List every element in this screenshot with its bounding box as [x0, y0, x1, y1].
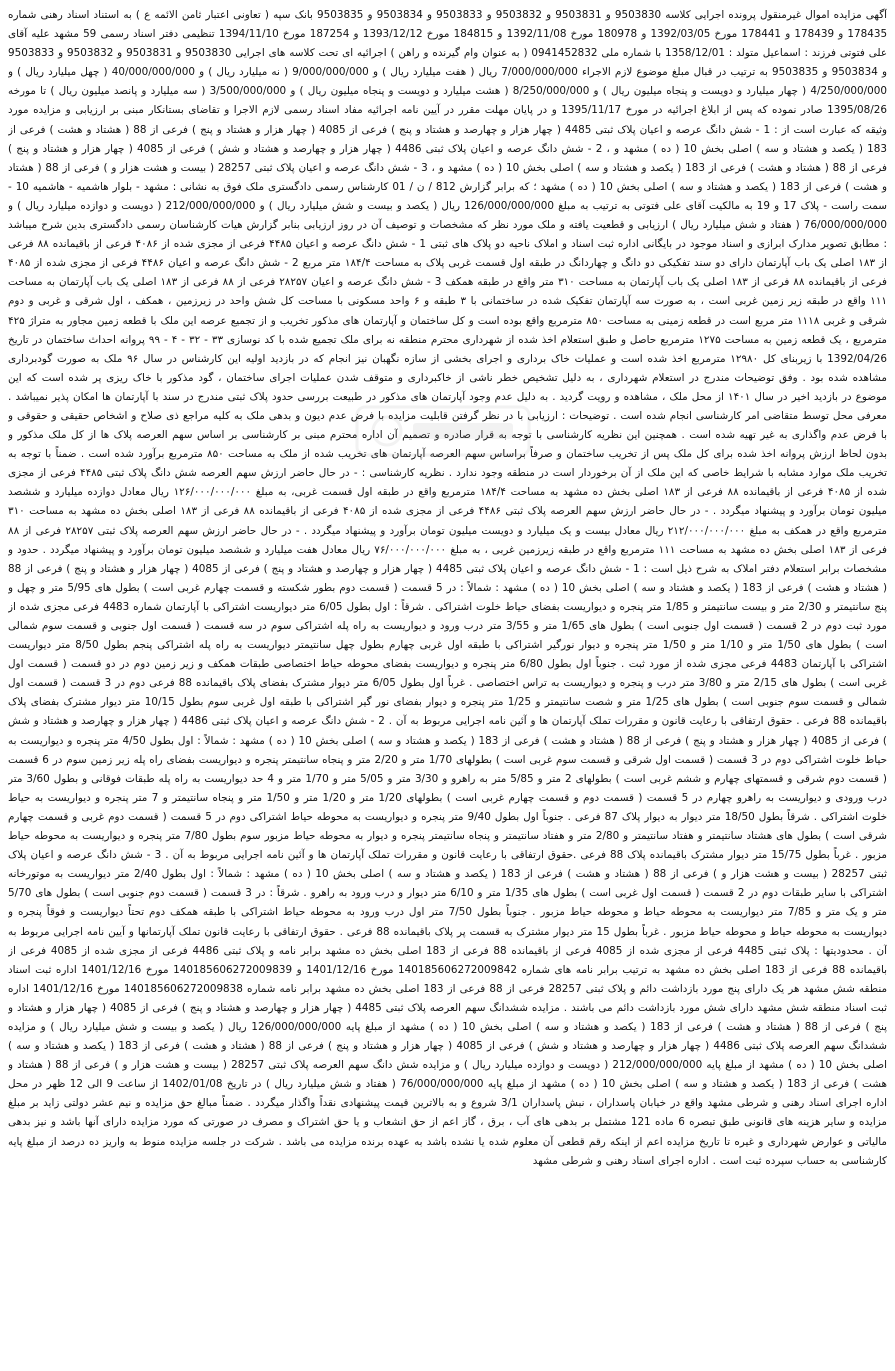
auction-notice-text: آگهی مزایده اموال غیرمنقول پرونده اجرایی کلاسه 9503830 و 9503831 و 9503832 و 9503833 و 9503834 و 9503835 بانک سپه ( تعاونی اعتبار ثامن الائمه ع ) به استناد اسناد رهنی شماره 178435 و 178439 و 178441 مورخ 1392/03/05 و 180978 مورخ 1392/11/08 و 184815 مورخ 1393/12/12 و 187254 مورخ 1394/11/10 تنظیمی دفتر اسناد رسمی 59 مشهد علیه آقای علی فتوتی فرزند : اسماعیل متولد : 1358/12/01 با شماره ملی 0941452832 ( به عنوان وام گیرنده و راهن ) اجرائیه ای تحت کلاسه های اجرایی 9503830 و 9503831 و 9503832 و 9503833 و 9503834 و 9503835 به ترتیب در قبال مبلغ موضوع لازم الاجراء 7/000/000/000 ریال ( هفت میلیارد ریال ) و 9/000/000/000 ( نه میلیارد ریال ) و 40/000/000/000 ( چهل میلیارد ریال ) و 4/250/000/000 ( چهار میلیارد و دویست و پنجاه میلیون ریال ) و 8/250/000/000 ( هشت میلیارد و دویست و پنجاه میلیون ریال ) و 3/500/000/000 ( سه میلیارد و پانصد میلیون ریال ) تا مورخه 1395/08/26 صادر نموده که پس از ابلاغ اجرائیه در مورخ 1395/11/17 و در پایان مهلت مقرر در آیین نامه اجرائیه مفاد اسناد رسمی لازم الاجرا و تقاضای بستانکار مبنی بر ارزیابی و مزایده مورد وثیقه که عبارت است از : 1 - شش دانگ عرصه و اعیان پلاک ثبتی 4485 ( چهار هزار و چهارصد و هشتاد و پنج ) فرعی از 4085 ( چهار هزار و هشتاد و پنج ) فرعی از 88 ( هشتاد و هشت ) فرعی از 183 ( یکصد و هشتاد و سه ) اصلی بخش 10 ( ده ) مشهد و ، 2 - شش دانگ عرصه و اعیان پلاک ثبتی 4486 ( چهار هزار و چهارصد و هشتاد و شش ) فرعی از 4085 ( چهار هزار و هشتاد و پنج ) فرعی از 88 ( هشتاد و هشت ) فرعی از 183 ( یکصد و هشتاد و سه ) اصلی بخش 10 ( ده ) مشهد و ، 3 - شش دانگ عرصه و اعیان پلاک ثبتی 28257 ( بیست و هشت هزار و ) فرعی از 88 ( هشتاد و هشت ) فرعی از 183 ( یکصد و هشتاد و سه ) اصلی بخش 10 ( ده ) مشهد ؛ که برابر گزارش 812 / ن / 01 کارشناس رسمی دادگستری ملک فوق به نشانی : مشهد - بلوار هاشمیه - هاشمیه 10 - سمت راست - پلاک 17 و 19 به مالکیت آقای علی فتوتی به ترتیب به مبلغ 126/000/000/000 ریال ( یکصد و بیست و شش میلیارد ریال ) و 212/000/000/000 ( دویست و دوازده میلیارد ریال ) و 76/000/000/000 ( هفتاد و شش میلیارد ریال ) ارزیابی و قطعیت یافته و ملک مورد نظر که مشخصات و توصیف آن در روز ارزیابی بنابر گزارش هیات کارشناسان رسمی دادگستری بدین شرح میباشد : مطابق تصویر مدارک ابرازی و اسناد موجود در بایگانی اداره ثبت اسناد و املاک ناحیه دو پلاک های ثبتی 1 - شش دانگ عرصه و اعیان ۴۴۸۵ فرعی از مجزی شده از ۴۰۸۶ فرعی از باقیمانده ۸۸ فرعی از ۱۸۳ اصلی یک باب آپارتمان دارای دو سند تفکیکی دو دانگ و چهاردانگ در طبقه اول قسمت غربی پلاک به مساحت ۱۸۴/۴ متر مربع 2 - شش دانگ عرصه و اعیان ۴۴۸۶ فرعی از مجزی شده از ۴۰۸۵ فرعی از باقیمانده ۸۸ فرعی از ۱۸۳ اصلی یک باب آپارتمان به مساحت ۳۱۰ متر واقع در طبقه همکف 3 - شش دانگ عرصه و اعیان ۲۸۲۵۷ فرعی از ۸۸ فرعی از ۱۸۳ اصلی یک باب آپارتمان به مساحت ۱۱۱ واقع در طبقه زیر زمین غربی است ، به صورت سه آپارتمان تفکیک شده در ساختمانی با ۳ طبقه و ۶ واحد مسکونی با مساحت کل شش واحد در زیرزمین ، همکف ، اول شرقی و غربی و دوم شرقی و غربی ۱۱۱۸ متر مربع است در قطعه زمینی به مساحت ۸۵۰ مترمربع واقع بوده است و کل ساختمان و آپارتمان های مذکور تخریب و از تجمیع عرصه این ملک با قطعه زمین مجاور به متراژ ۴۲۵ مترمربع ، یک قطعه زمین به مساحت ۱۲۷۵ مترمربع حاصل و طبق استعلام اخذ شده از شهرداری محترم منطقه نه برای ملک تجمیع شده با کد نوسازی ۳۳ - ۳۲ - ۴ - ۹۹ پروانه احداث ساختمان در تاریخ 1392/04/26 با زیربنای کل ۱۲۹۸۰ مترمربع اخذ شده است و عملیات خاک برداری و اجرای بخشی از سازه نگهبان نیز انجام که در بازدید اولیه این کارشناس در سال ۹۶ ملک به صورت گودبرداری مشاهده شده بود . وفق توضیحات مندرج در استعلام شهرداری ، به دلیل تشخیص خطر ناشی از خاکبرداری و متوقف شدن عملیات اجرای ساختمان ، گود مذکور با خاک ریزی پر شده است که این موضوع در بازدید اخیر در سال ۱۴۰۱ از محل ملک ، مشاهده و رویت گردید . به دلیل عدم وجود آپارتمان های مذکور در طبیعت بررسی حدود پلاک ثبتی مندرج در سند با آپارتمان ها امکان پذیر نمیباشد . معرفی محل توسط متقاضی امر کارشناسی انجام شده است . توضیحات : ارزیابی با در نظر گرفتن قابلیت مزایده با فرض عدم دیون و بدهی ملک به کلیه مراجع ذی صلاح و اشخاص حقیقی و حقوقی و با فرض عدم واگذاری به غیر تهیه شده است . همچنین این نظریه کارشناسی با توجه به قرار صادره و تصمیم آن اداره محترم مبنی بر کارشناسی بر اساس سهم العرصه پلاک ها از کل ملک مذکور و بدون لحاظ ارزش پروانه اخذ شده برای کل ملک پس از تخریب ساختمان و صرفاً براساس سهم العرصه آپارتمان های تخریب شده از ملک به مساحت ۸۵۰ مترمربع برآورد شده است . ضمناً با توجه به تخریب ملک موارد مشابه با شرایط خاصی که این ملک از آن برخوردار است در منطقه وجود ندارد . نظریه کارشناسی : - در حال حاضر ارزش سهم العرصه شش دانگ پلاک ثبتی ۴۴۸۵ فرعی از مجزی شده از ۴۰۸۵ فرعی از باقیمانده ۸۸ فرعی از ۱۸۳ اصلی بخش ده مشهد به مساحت ۱۸۴/۴ مترمربع واقع در طبقه اول قسمت غربی، به مبلغ ۱۲۶/۰۰۰/۰۰۰/۰۰۰ ریال معادل دوازده میلیارد و ششصد میلیون تومان برآورد و پیشنهاد میگردد . - در حال حاضر ارزش سهم العرصه پلاک ثبتی ۴۴۸۶ فرعی از مجزی شده از ۴۰۸۵ فرعی از باقیمانده ۸۸ فرعی از ۱۸۳ اصلی بخش ده مشهد به مساحت ۳۱۰ مترمربع واقع در همکف به مبلغ ۲۱۲/۰۰۰/۰۰۰/۰۰۰ ریال معادل بیست و یک میلیارد و دویست میلیون تومان برآورد و پیشنهاد میگردد . - در حال حاضر ارزش سهم العرصه پلاک ثبتی ۲۸۲۵۷ فرعی از ۸۸ فرعی از ۱۸۳ اصلی بخش ده مشهد به مساحت ۱۱۱ مترمربع واقع در طبقه زیرزمین غربی ، به مبلغ ۷۶/۰۰۰/۰۰۰/۰۰۰ ریال معادل هفت میلیارد و ششصد میلیون تومان برآورد و پیشنهاد میگردد . حدود و مشخصات برابر استعلام دفتر املاک به شرح ذیل است : 1 - شش دانگ عرصه و اعیان پلاک ثبتی 4485 ( چهار هزار و چهارصد و هشتاد و پنج ) فرعی از 4085 ( چهار هزار و هشتاد و پنج ) فرعی از 88 ( هشتاد و هشت ) فرعی از 183 ( یکصد و هشتاد و سه ) اصلی بخش 10 ( ده ) مشهد : شمالاً : در 5 قسمت ( قسمت دوم بطور شکسته و قسمت چهارم غربی است ) بطول های 5/95 متر و چهل و پنج سانتیمتر و 2/30 متر و بیست سانتیمتر و 1/85 متر پنجره و دیواریست بفضای حیاط خلوت اشتراکی . شرقاً : اول بطول 6/05 متر دیواریست اشتراکی با آپارتمان شماره 4483 فرعی مجزی شده از مورد ثبت دوم در 2 قسمت ( قسمت اول جنوبی است ) بطول های 1/65 متر و 3/55 متر درب ورود و دیواریست به راه پله اشتراکی سوم در سه قسمت ( قسمت اول جنوبی و قسمت سوم شمالی است ) بطول های 1/50 متر و 1/10 متر و 1/50 متر پنجره و دیوار نورگیر اشتراکی با طبقه اول غربی چهارم بطول چهل سانتیمتر دیواریست به راه پله اشتراکی پنجم بطول 8/50 متر دیواریست اشتراکی با آپارتمان 4483 فرعی مجزی شده از مورد ثبت . جنوباً اول بطول 6/80 متر پنجره و دیواریست بفضای محوطه حیاط اختصاصی طبقات همکف و زیر زمین دوم در دو قسمت ( قسمت اول غربی است ) بطول های 2/15 متر و 3/80 متر درب و پنجره و دیواریست به تراس اختصاصی . غرباً اول بطول 6/05 متر دیوار مشترک بفضای پلاک باقیمانده 88 فرعی دوم در 3 قسمت ( قسمت اول شمالی و قسمت سوم جنوبی است ) بطول های 1/25 متر و شصت سانتیمتر و 1/25 متر پنجره و دیوار بفضای نور گیر اشتراکی با طبقه اول غربی سوم بطول 10/15 متر دیوار مشترک بفضای پلاک باقیمانده 88 فرعی . حقوق ارتفاقی با رعایت قانون و مقررات تملک آپارتمان ها و آئین نامه اجرایی مربوط به آن . 2 - شش دانگ عرصه و اعیان پلاک ثبتی 4486 ( چهار هزار و چهارصد و هشتاد و شش ) فرعی از 4085 ( چهار هزار و هشتاد و پنج ) فرعی از 88 ( هشتاد و هشت ) فرعی از 183 ( یکصد و هشتاد و سه ) اصلی بخش 10 ( ده ) مشهد : شمالاً : اول بطول 4/50 متر پنجره و دیواریست به حیاط خلوت اشتراکی دوم در 3 قسمت ( قسمت اول شرقی و قسمت سوم غربی است ) بطولهای 1/70 متر و 2/20 متر و پنجاه سانتیمتر پنجره و دیواریست بفضای راه پله زیر زمین سوم در 6 قسمت ( قسمت دوم شرقی و قسمتهای چهارم و ششم غربی است ) بطولهای 2 متر و 5/85 متر به راهرو و 3/30 متر و 5/05 متر و 1/70 متر و 4 حد دیواریست به راه پله طبقات فوقانی و بطول 3/60 متر درب ورودی و دیواریست به راهرو چهارم در 5 قسمت ( قسمت دوم و قسمت چهارم غربی است ) بطولهای 1/20 متر و 1/20 متر و 1/50 متر و پنجاه سانتیمتر و 7 متر پنجره و دیواریست به حیاط خلوت اشتراکی . شرقاً بطول 18/50 متر دیوار به دیوار پلاک 87 فرعی . جنوباً اول بطول 9/40 متر پنجره و دیواریست به محوطه حیاط اشتراکی دوم در 5 قسمت ( قسمت دوم غربی و قسمت چهارم شرقی است ) بطول های هشتاد سانتیمتر و هفتاد سانتیمتر و 2/80 متر و هفتاد سانتیمتر و پنجاه سانتیمتر پنجره و دیوار به محوطه حیاط مزبور سوم بطول 7/80 متر پنجره و دیواریست به محوطه حیاط مزبور . غرباً بطول 15/75 متر دیوار مشترک باقیمانده پلاک 88 فرعی .حقوق ارتفاقی با رعایت قانون و مقررات تملک آپارتمان ها و آئین نامه اجرایی مربوط به آن . 3 - شش دانگ عرصه و اعیان پلاک ثبتی 28257 ( بیست و هشت هزار و ) فرعی از 88 ( هشتاد و هشت ) فرعی از 183 ( یکصد و هشتاد و سه ) اصلی بخش 10 ( ده ) مشهد : شمالاً : اول بطول 2/40 متر دیواریست به موتورخانه اشتراکی با سایر طبقات دوم در 2 قسمت ( قسمت اول غربی است ) بطول های 1/35 متر و 6/10 متر دیوار و درب ورود به راهرو . شرقاً : در 3 قسمت ( قسمت دوم جنوبی است ) بطول های 5/70 متر و یک متر و 7/85 متر دیواریست به محوطه حیاط و محوطه حیاط مزبور . جنوباً بطول 7/50 متر اول درب ورود به محوطه حیاط اشتراکی با طبقه همکف دوم تحتاً دیواریست و فوقاً پنجره و دیواریست به محوطه حیاط و محوطه حیاط مزبور . غرباً بطول 15 متر دیوار مشترک به قسمت پر پلاک باقیمانده 88 فرعی . حقوق ارتفاقی با رعایت قانون تملک آپارتمانها و آیین نامه اجرایی مربوط به آن . محدودیتها : پلاک ثبتی 4485 فرعی از مجزی شده از 4085 فرعی از باقیمانده 88 فرعی از 183 اصلی بخش ده مشهد برابر نامه و پلاک ثبتی 4486 فرعی از مجزی شده از 4085 فرعی از باقیمانده 88 فرعی از 183 اصلی بخش ده مشهد به ترتیب برابر نامه های شماره 140185606272009842 مورخ 1401/12/16 و 140185606272009839 مورخ 1401/12/16 اداره ثبت اسناد منطقه شش مشهد هر یک دارای پنج مورد بازداشت دائم و پلاک ثبتی 28257 فرعی از 88 فرعی از 183 اصلی بخش ده مشهد برابر نامه شماره 140185606272009838 مورخ 1401/12/16 اداره ثبت اسناد منطقه شش مشهد دارای شش مورد بازداشت دائم می باشند . مزایده ششدانگ سهم العرصه پلاک ثبتی 4485 ( چهار هزار و چهارصد و هشتاد و پنج ) فرعی از 4085 ( چهار هزار و هشتاد و پنج ) فرعی از 88 ( هشتاد و هشت ) فرعی از 183 ( یکصد و هشتاد و سه ) اصلی بخش 10 ( ده ) مشهد از مبلغ پایه 126/000/000/000 ریال ( یکصد و بیست و شش میلیارد ریال ) و مزایده ششدانگ سهم العرصه پلاک ثبتی 4486 ( چهار هزار و چهارصد و هشتاد و شش ) فرعی از 4085 ( چهار هزار و هشتاد و پنج ) فرعی از 88 ( هشتاد و هشت ) فرعی از 183 ( یکصد و هشتاد و سه ) اصلی بخش 10 ( ده ) مشهد از مبلغ پایه 212/000/000/000 ( دویست و دوازده میلیارد ریال ) و مزایده شش دانگ سهم العرصه پلاک ثبتی 28257 ( بیست و هشت هزار و ) فرعی از 88 ( هشتاد و هشت ) فرعی از 183 ( یکصد و هشتاد و سه ) اصلی بخش 10 ( ده ) مشهد از مبلغ پایه 76/000/000/000 ( هفتاد و شش میلیارد ریال ) در تاریخ 1402/01/08 از ساعت 9 الی 12 ظهر در محل اداره اجرای اسناد رهنی و شرطی مشهد واقع در خیابان پاسداران ، نبش پاسداران 3/1 شروع و به بالاترین قیمت پیشنهادی نقداً واگذار میگردد . ضمناً مبالغ حق مزایده و نیم عشر دولتی زاید بر مبلغ مزایده و سایر هزینه های قانونی طبق تبصره 6 ماده 121 مشتمل بر بدهی های آب ، برق ، گاز اعم از حق انشعاب و یا حق اشتراک و مصرف در صورتی که مورد مزایده دارای آنها باشد و نیز بدهی مالیاتی و عوارض شهرداری و غیره تا تاریخ مزایده اعم از اینکه رقم قطعی آن معلوم شده یا نشده باشد به عهده برنده مزایده می باشد . شرکت در جلسه مزایده منوط به واریز ده درصد از مبلغ پایه کارشناسی به حساب سپرده ثبت است . اداره اجرای اسناد رهنی و شرطی مشهد	[8, 9, 887, 1167]
notice-page	[8, 6, 887, 1367]
